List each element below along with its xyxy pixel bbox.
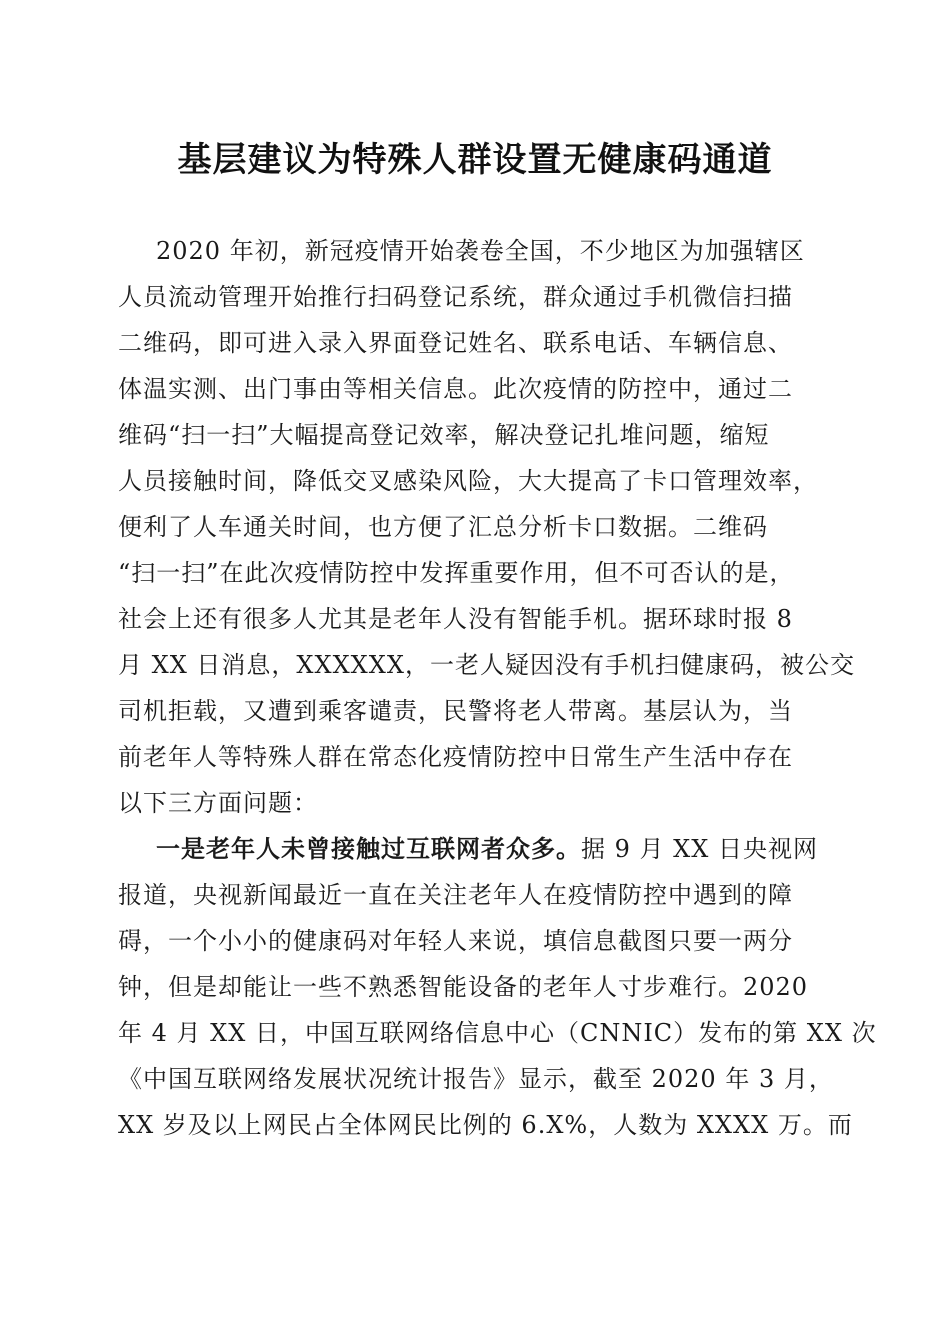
text-line: 2020 年初，新冠疫情开始袭卷全国，不少地区为加强辖区 — [156, 237, 805, 265]
text-line: 报道，央视新闻最近一直在关注老年人在疫情防控中遇到的障 — [118, 881, 793, 909]
text-line: XX 岁及以上网民占全体网民比例的 6.X%，人数为 XXXX 万。而 — [118, 1111, 853, 1139]
text-line: 社会上还有很多人尤其是老年人没有智能手机。据环球时报 8 — [118, 605, 793, 633]
paragraph-1 — [118, 228, 855, 826]
bold-lead-text: 一是老年人未曾接触过互联网者众多。 — [156, 834, 581, 863]
text-line: 司机拒载，又遭到乘客谴责，民警将老人带离。基层认为，当 — [118, 697, 793, 725]
text-line: 钟，但是却能让一些不熟悉智能设备的老年人寸步难行。2020 — [118, 973, 809, 1001]
text-line: 碍，一个小小的健康码对年轻人来说，填信息截图只要一两分 — [118, 927, 793, 955]
text-line: 年 4 月 XX 日，中国互联网络信息中心（CNNIC）发布的第 XX 次 — [118, 1019, 877, 1047]
document-body — [118, 228, 877, 1148]
text-line: 人员接触时间，降低交叉感染风险，大大提高了卡口管理效率， — [118, 467, 818, 495]
text-line: 以下三方面问题： — [118, 789, 318, 817]
text-line: 人员流动管理开始推行扫码登记系统，群众通过手机微信扫描 — [118, 283, 793, 311]
document-title: 基层建议为特殊人群设置无健康码通道 — [177, 140, 773, 180]
text-line: 月 XX 日消息，XXXXXX，一老人疑因没有手机扫健康码，被公交 — [118, 651, 855, 679]
text-line: 前老年人等特殊人群在常态化疫情防控中日常生产生活中存在 — [118, 743, 793, 771]
paragraph-2 — [118, 826, 877, 1148]
text-line — [118, 826, 834, 872]
text-line: 维码“扫一扫”大幅提高登记效率，解决登记扎堆问题，缩短 — [118, 421, 770, 449]
text-line: “扫一扫”在此次疫情防控中发挥重要作用，但不可否认的是， — [118, 559, 795, 587]
text-line: 便利了人车通关时间，也方便了汇总分析卡口数据。二维码 — [118, 513, 768, 541]
text-line: 体温实测、出门事由等相关信息。此次疫情的防控中，通过二 — [118, 375, 793, 403]
text-line: 二维码，即可进入录入界面登记姓名、联系电话、车辆信息、 — [118, 329, 793, 357]
text-line: 《中国互联网络发展状况统计报告》显示，截至 2020 年 3 月， — [118, 1065, 834, 1093]
lead-line-rest: 据 9 月 XX 日央视网 — [581, 835, 818, 863]
